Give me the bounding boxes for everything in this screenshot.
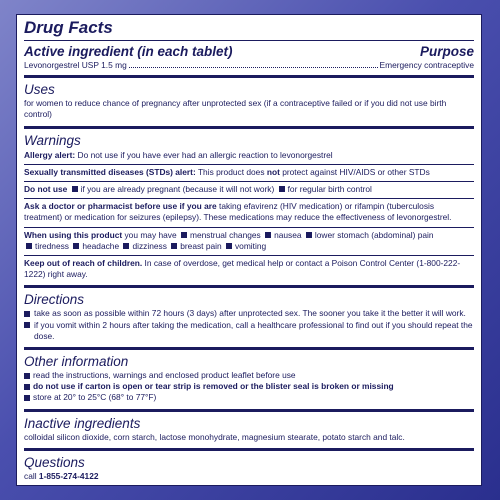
questions-heading: Questions bbox=[24, 454, 85, 470]
keep-out-of-reach bbox=[24, 255, 474, 285]
side-effect: breast pain bbox=[180, 240, 222, 251]
when-using-text: you may have bbox=[122, 229, 177, 240]
do-not-use-label: Do not use bbox=[24, 184, 68, 195]
bullet-square-icon bbox=[226, 243, 232, 249]
allergy-text: Do not use if you have ever had an allergic reaction to levonorgestrel bbox=[75, 149, 333, 160]
allergy-alert bbox=[24, 149, 474, 164]
bullet-square-icon bbox=[26, 243, 32, 249]
inactive-ingredients-section bbox=[24, 412, 474, 451]
bullet-square-icon bbox=[72, 186, 78, 192]
purpose-heading: Purpose bbox=[419, 44, 474, 59]
when-using bbox=[24, 227, 474, 255]
active-ingredient-name: Levonorgestrel USP 1.5 mg bbox=[24, 60, 127, 70]
active-heading-row bbox=[24, 44, 474, 60]
bullet-square-icon bbox=[24, 384, 30, 390]
bullet-square-icon bbox=[24, 395, 30, 401]
active-ingredient-heading: Active ingredient (in each tablet) bbox=[24, 44, 233, 59]
bullet-square-icon bbox=[24, 322, 30, 328]
questions-phone: 1-855-274-4122 bbox=[38, 470, 99, 481]
bullet-square-icon bbox=[171, 243, 177, 249]
ask-doctor-text: taking efavirenz (HIV medication) or rifampin (tuberculosis treatment) or medication for seizures (epilepsy). These medications may reduce the effectiveness of levonorgestrel. bbox=[24, 201, 452, 223]
when-using-line-1 bbox=[24, 230, 474, 241]
directions-section bbox=[24, 288, 474, 350]
do-not-use-item-1: if you are already pregnant (because it will not work) bbox=[80, 184, 275, 195]
other-item bbox=[24, 381, 474, 392]
inactive-ingredients-heading: Inactive ingredients bbox=[24, 415, 141, 431]
ask-doctor-label: Ask a doctor or pharmacist before use if you are bbox=[24, 201, 217, 212]
std-label: Sexually transmitted diseases (STDs) alert: bbox=[24, 166, 196, 177]
other-item bbox=[24, 370, 474, 381]
questions-line bbox=[24, 471, 474, 482]
keep-text: In case of overdose, get medical help or contact a Poison Control Center (1-800-222-1222) right away. bbox=[24, 258, 461, 280]
bullet-square-icon bbox=[181, 232, 187, 238]
side-effect: tiredness bbox=[35, 240, 69, 251]
ask-doctor bbox=[24, 198, 474, 226]
directions-item-text: take as soon as possible within 72 hours (3 days) after unprotected sex. The sooner you take it the better it will work. bbox=[34, 308, 466, 319]
other-information-section bbox=[24, 350, 474, 412]
bullet-square-icon bbox=[306, 232, 312, 238]
warnings-section bbox=[24, 129, 474, 289]
side-effect: nausea bbox=[274, 229, 302, 240]
warnings-heading: Warnings bbox=[24, 132, 81, 148]
side-effect: vomiting bbox=[234, 240, 267, 251]
directions-item-text: if you vomit within 2 hours after taking the medication, call a healthcare professional to find out if you should repeat the dose. bbox=[34, 319, 473, 341]
std-not: not bbox=[266, 166, 280, 177]
std-text-1: This product does bbox=[195, 166, 267, 177]
allergy-label: Allergy alert: bbox=[24, 149, 76, 160]
std-alert bbox=[24, 164, 474, 181]
other-item bbox=[24, 392, 474, 403]
active-purpose: Emergency contraceptive bbox=[379, 60, 474, 70]
when-using-line-2 bbox=[24, 241, 474, 252]
questions-section bbox=[24, 451, 474, 485]
title-band bbox=[24, 15, 474, 41]
side-effect: dizziness bbox=[132, 240, 167, 251]
directions-item bbox=[24, 308, 474, 319]
bullet-square-icon bbox=[279, 186, 285, 192]
directions-heading: Directions bbox=[24, 292, 85, 308]
other-item-text: read the instructions, warnings and enclosed product leaflet before use bbox=[33, 370, 296, 381]
drug-facts-panel bbox=[16, 14, 482, 486]
bullet-square-icon bbox=[24, 373, 30, 379]
bullet-square-icon bbox=[123, 243, 129, 249]
uses-text: for women to reduce chance of pregnancy after unprotected sex (if a contraceptive failed or if you did not use birth control) bbox=[24, 98, 447, 120]
other-item-text: do not use if carton is open or tear strip is removed or the blister seal is broken or missing bbox=[33, 381, 394, 392]
uses-section bbox=[24, 78, 474, 128]
active-ingredient-row bbox=[24, 60, 474, 71]
other-item-text: store at 20° to 25°C (68° to 77°F) bbox=[33, 392, 157, 403]
side-effect: menstrual changes bbox=[189, 229, 261, 240]
inactive-ingredients-text: colloidal silicon dioxide, corn starch, lactose monohydrate, magnesium stearate, potato starch and talc. bbox=[24, 431, 405, 442]
drug-facts-title: Drug Facts bbox=[24, 18, 113, 37]
bullet-square-icon bbox=[265, 232, 271, 238]
do-not-use bbox=[24, 181, 474, 198]
uses-heading: Uses bbox=[24, 82, 55, 98]
keep-label: Keep out of reach of children. bbox=[24, 258, 143, 269]
call-text: call bbox=[24, 470, 39, 481]
when-using-label: When using this product bbox=[24, 229, 123, 240]
std-text-2: protect against HIV/AIDS or other STDs bbox=[279, 166, 430, 177]
bullet-square-icon bbox=[73, 243, 79, 249]
directions-item bbox=[24, 320, 474, 342]
active-ingredient-section bbox=[24, 41, 474, 78]
do-not-use-item-2: for regular birth control bbox=[287, 184, 372, 195]
side-effect: headache bbox=[82, 240, 120, 251]
bullet-square-icon bbox=[24, 311, 30, 317]
side-effect: lower stomach (abdominal) pain bbox=[314, 229, 434, 240]
other-information-heading: Other information bbox=[24, 354, 129, 370]
leader-dots bbox=[129, 67, 378, 68]
